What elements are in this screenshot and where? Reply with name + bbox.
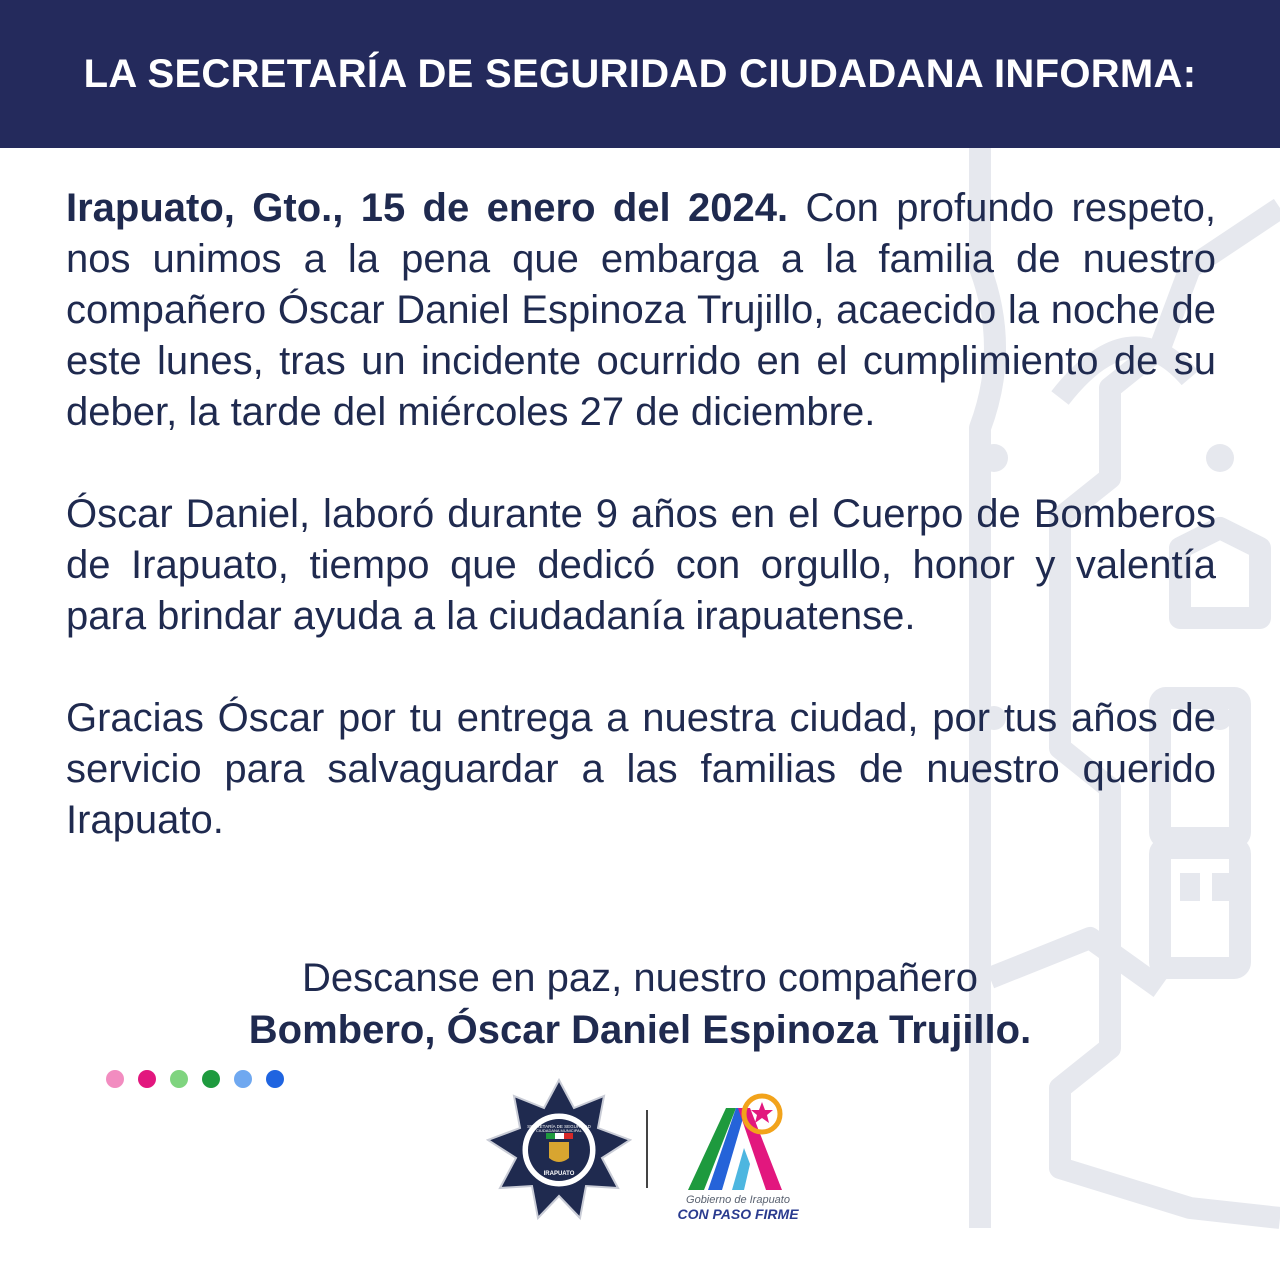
paragraph-2: Óscar Daniel, laboró durante 9 años en el Cuerpo de Bomberos de Irapuato, tiempo que dedicó con orgullo, honor y valentía para brindar ayuda a la ciudadanía irapuatense.	[66, 492, 1216, 638]
footer-logos	[486, 1078, 806, 1223]
header-banner	[0, 0, 1280, 148]
dot-1	[106, 1070, 124, 1088]
dot-5	[234, 1070, 252, 1088]
dot-2	[138, 1070, 156, 1088]
logo-divider	[646, 1110, 648, 1188]
badge-text-2: CIUDADANA MUNICIPAL	[536, 1128, 582, 1133]
paragraph-3: Gracias Óscar por tu entrega a nuestra ciudad, por tus años de servicio para salvaguardar a las familias de nuestro querido Irapuato.	[66, 696, 1216, 842]
dateline: Irapuato, Gto., 15 de enero del 2024.	[66, 186, 789, 230]
paragraph-1	[66, 183, 1216, 438]
police-badge-logo	[486, 1078, 632, 1223]
paragraph-1-text: Con profundo respeto, nos unimos a la pena que embarga a la familia de nuestro compañero Óscar Daniel Espinoza Trujillo, acaecido la noche de este lunes, tras un incidente ocurrido en el cumplimiento de su deber, la tarde del miércoles 27 de diciembre.	[66, 186, 1216, 434]
dot-3	[170, 1070, 188, 1088]
closing-line-2: Bombero, Óscar Daniel Espinoza Trujillo.	[248, 1008, 1032, 1052]
dot-6	[266, 1070, 284, 1088]
gov-caption: Gobierno de Irapuato	[686, 1194, 790, 1206]
closing-message	[0, 952, 1280, 1056]
dot-4	[202, 1070, 220, 1088]
body-text	[66, 183, 1216, 897]
badge-city: IRAPUATO	[543, 1171, 575, 1177]
gov-slogan: CON PASO FIRME	[677, 1206, 799, 1222]
page-title: LA SECRETARÍA DE SEGURIDAD CIUDADANA INFORMA:	[83, 51, 1197, 96]
closing-line-1: Descanse en paz, nuestro compañero	[302, 956, 978, 1000]
decorative-dots	[106, 1070, 284, 1088]
badge-text-1: SECRETARÍA DE SEGURIDAD	[527, 1124, 591, 1129]
